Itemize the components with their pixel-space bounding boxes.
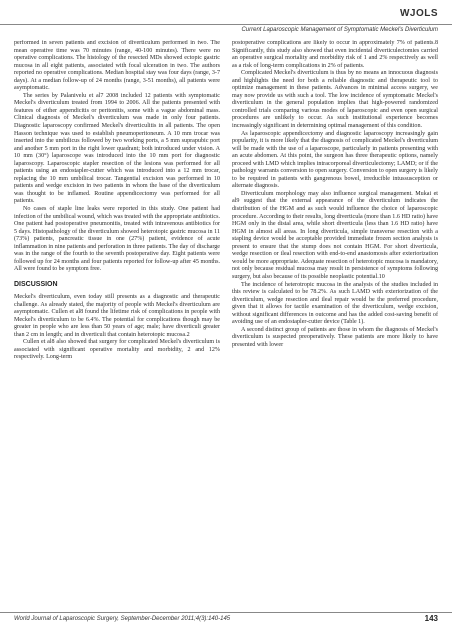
article-body [14,40,438,608]
paragraph: A second distinct group of patients are those in whom the diagnosis of Meckel's diverticulum is suspected preoperatively. These patients are more likely to have presented with lower [232,326,438,348]
footer-rule [0,612,452,613]
section-heading-discussion: DISCUSSION [14,280,58,288]
paragraph: Cullen et al8 also showed that surgery for complicated Meckel's diverticulum is associated with significant operative mortality and morbidity, 2 and 12% respectively. Long-term [14,339,220,361]
right-column [232,40,438,608]
paragraph: The incidence of heterotropic mucosa in the analysis of the studies included in this review is calculated to be 78.2%. As such LAMD with exteriorization of the diverticulum, wedge resection and ileal repair would be the preferred procedure, given that it allows for tactile examination of the diverticulum, wedge excision, without significant differences in outcome and has the added cost-saving benefit of avoiding use of an endostapler-cutter device (Table 1). [232,281,438,326]
paragraph: Diverticulum morphology may also influence surgical management. Mukai et al9 suggest that the external appearance of the diverticulum indicates the distribution of the HGM and as such would influence the choice of laparoscopic procedure. According to their results, long diverticula (more than 1.6 HD ratio) have HGM only in the distal area, while short diverticula (less than 1.6 HD ratio) have HGM in almost all areas. In long diverticula, simple transverse resection with a stapling device would be acceptable provided immediate frozen section analysis is present to ensure that the stump does not contain HGM. For short diverticula, wedge resection or ileal resection with end-to-end anastomosis after exteriorization would be more appropriate. Adequate resection of heterotopic mucosa is mandatory, not only because residual mucosa may result in persistence of symptoms following surgery, but also because of its possible neoplastic potential.10 [232,190,438,280]
running-title: Current Laparoscopic Management of Symptomatic Meckel's Diverticulum [241,27,438,33]
paragraph: postoperative complications are likely to occur in approximately 7% of patients.8 Significantly, this study also showed that even incidental diverticulectomies carried an operative surgical mortality and morbidity risk of 1 and 2% respectively as well as a risk of long-term complications in 2% of patients. [232,40,438,69]
paragraph: Complicated Meckel's diverticulum is thus by no means an innocuous diagnosis and highlights the need for both a reliable diagnostic and therapeutic tool to optimize management in these patients. Advances in minimal access surgery, we may now provide us with such a tool. The low incidence of symptomatic Meckel's diverticulum in the general population implies that high-powered randomized controlled trials comparing various modes of laparoscopic and even open surgical procedures are unlikely to occur. As such institutional experience becomes increasingly significant in determining optimal management of this condition. [232,70,438,130]
journal-citation: World Journal of Laparoscopic Surgery, September-December 2011;4(3):140-145 [14,616,231,622]
paragraph: As laparoscopic appendicectomy and diagnostic laparoscopy increasingly gain popularity, it is more likely that the diagnosis of complicated Meckel's diverticulum will be made with the use of a laparoscope, particularly in patients presenting with an acute abdomen. At this point, the surgeon has three therapeutic options, namely proceed with LMD which implies intracorporeal diverticulectomy; LAMD; or if the pathology warrants conversion to open surgery. Conversion to open surgery is likely to be required in patients with gangrenous bowel, irreducible intussusception or alternate diagnosis. [232,130,438,190]
paragraph: performed in seven patients and excision of diverticulum performed in two. The mean operative time was 70 minutes (range, 40-100 minutes). There were no operative complications. The histology of the resected MDs showed ectopic gastric mucosa in all eight patients, associated with focal ulceration in two. The authors reported no operative complications. Median hospital stay was four days (range, 3-7 days). At a median follow-up of 24 months (range, 3-51 months), all patients were asymptomatic. [14,40,220,92]
header-rule [0,24,452,25]
left-column [14,40,220,608]
journal-tag: WJOLS [399,8,438,19]
page-number: 143 [424,614,438,623]
paragraph: Meckel's diverticulum, even today still presents as a diagnostic and therapeutic challenge. As already stated, the majority of people with Meckel's diverticulum are asymptomatic. Cullen et al8 found the lifetime risk of complications in people with Meckel's diverticulum to be 6.4%. The potential for complications though may be greater in people who are less than 50 years of age; male; have diverticuli greater than 2 cm in length; and in diverticuli that contain heterotopic mucosa.2 [14,293,220,338]
paragraph: The series by Palanivelu et al7 2008 included 12 patients with symptomatic Meckel's diverticulum treated from 1994 to 2006. All the patients presented with features of either appendicitis or peritonitis, some with a vague abdominal mass. Clinical diagnosis of Meckel's diverticulum was made in only four patients. Diagnostic laparoscopy confirmed Meckel's diverticulitis in all patients. The open Hasson technique was used to establish pneumoperitoneum. A 10 mm trocar was inserted into the umbilicus followed by two working ports, a 5 mm suprapubic port and another 5 mm port in the right lower quadrant; both introduced under vision. A 10 mm (30°) laparoscope was introduced into the 10 mm port for diagnostic laparoscopy. Laparoscopic stapler resection of the lesions was performed for all patients using an endostapler-cutter which was introduced into a 12 mm trocar, replacing the 10 mm umbilical trocar. Tangential excision was performed in 10 patients and wedge excision in two patients in whom the base of the diverticulum was thought to be inflamed. Routine appendicectomy was performed for all patients. [14,92,220,205]
paragraph: No cases of staple line leaks were reported in this study. One patient had infection of the umbilical wound, which was treated with the appropriate antibiotics. One patient had postoperative pneumonitis, treated with intravenous antibiotics for 5 days. Histopathology of the diverticulum showed heterotopic gastric mucosa in 11 (73%) patients, pancreatic tissue in one (27%) patient, evidence of acute inflammation in nine patients and perforation in three patients. The day of discharge was in the range of the fourth to the seventh postoperative day. Eight patients were followed up for 24 months and four patients reported for follow-up after 45 months. All were found to be symptom free. [14,206,220,273]
